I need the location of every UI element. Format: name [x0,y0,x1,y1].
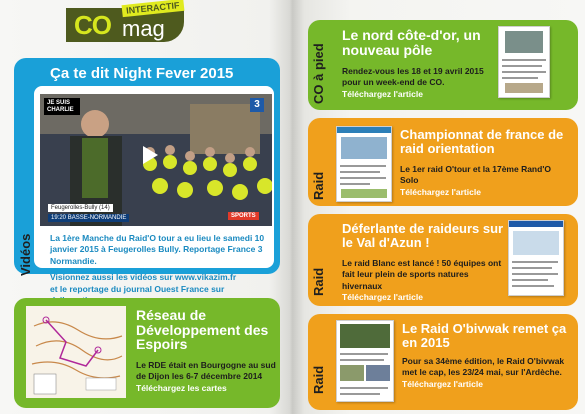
article-description: Pour sa 34ème édition, le Raid O'bivwak met le cap, les 23/24 mai, sur l'Ardèche. [402,356,565,378]
logo-interactif-badge: INTERACTIF [122,0,184,17]
article-thumbnail[interactable] [336,126,392,202]
article-text-val-dazun [342,258,502,304]
reseau-download-link[interactable]: Téléchargez les cartes [136,382,227,393]
videos-text-1: La 1ère Manche du Raid'O tour a eu lieu le samedi 10 janvier 2015 à Feugerolles Bully. Reportage France 3 Normandie. [50,233,265,266]
videos-text-2[interactable]: Visionnez aussi les vidéos sur www.vikazim.fr [50,272,237,283]
article-description: Le raid Blanc est lancé ! 50 équipes ont fait leur plein de sports natures hivernaux [342,258,502,291]
article-title-nord-cote-dor: Le nord côte-d'or, un nouveau pôle [342,27,481,58]
section-label-raid: Raid [311,171,326,200]
section-label-videos: Vidéos [18,233,33,276]
article-text-championnat [400,164,570,198]
video-time-region [48,214,129,222]
reseau-text [136,360,276,394]
videos-text [50,233,272,307]
je-suis-charlie-badge: JE SUIS CHARLIE [44,98,80,115]
article-title-championnat: Championnat de france de raid orientation [400,127,564,156]
article-download-link[interactable]: Téléchargez l'article [400,186,481,197]
article-thumbnail[interactable] [498,26,550,98]
section-label-raid: Raid [311,267,326,296]
reseau-description: Le RDE était en Bourgogne au sud de Dijon les 6-7 décembre 2014 [136,360,276,382]
article-thumbnail[interactable] [508,220,564,296]
section-label-raid: Raid [311,365,326,394]
article-thumbnail[interactable] [336,320,394,402]
article-text-nord-cote-dor [342,66,492,100]
article-description: Rendez-vous les 18 et 19 avril 2015 pour un week-end de CO. [342,66,484,88]
article-download-link[interactable]: Téléchargez l'article [402,378,483,389]
section-label-co-a-pied: CO à pied [311,43,326,104]
video-location: Feugerolles-Bully (14) [48,204,113,212]
logo-mag-text: mag [122,16,165,41]
logo-co-text: CO [74,10,111,40]
video-region: BASSE-NORMANDIE [67,215,127,221]
video-time: 19:20 [51,215,67,221]
article-download-link[interactable]: Téléchargez l'article [342,292,423,303]
videos-title: Ça te dit Night Fever 2015 [50,65,234,82]
videos-text-3[interactable]: et le reportage du journal Ouest France sur [50,283,225,294]
sports-badge: SPORTS [228,212,259,220]
article-download-link[interactable]: Téléchargez l'article [342,88,423,99]
article-description: Le 1er raid O'tour et la 17ème Rand'O Solo [400,164,551,186]
comag-logo[interactable] [66,2,186,44]
reseau-title: Réseau de Développement des Espoirs [136,307,269,353]
orienteering-map-image [26,306,126,398]
article-text-obivwak [402,356,574,390]
article-title-obivwak: Le Raid O'bivwak remet ça en 2015 [402,321,567,350]
article-title-val-dazun: Déferlante de raideurs sur le Val d'Azun ! [342,221,504,250]
play-icon[interactable] [143,146,158,164]
france3-logo: 3 [250,98,264,112]
reseau-map[interactable] [26,306,126,398]
